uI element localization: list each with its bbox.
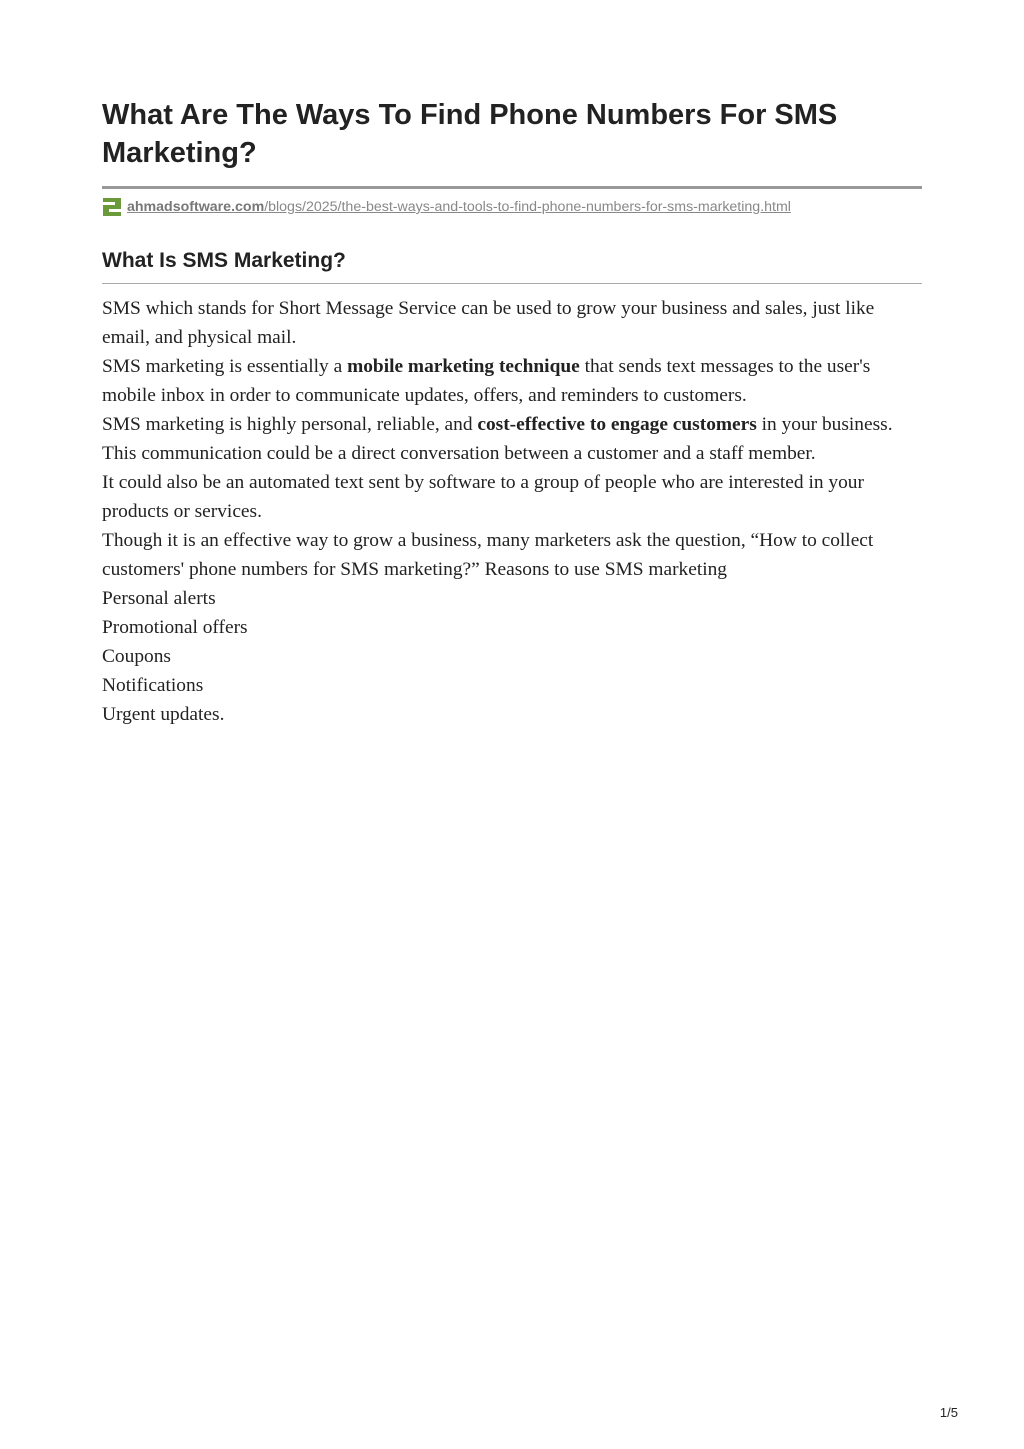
paragraph xyxy=(102,410,922,468)
reasons-list xyxy=(102,584,922,729)
paragraph-text: SMS marketing is highly personal, reliable, and xyxy=(102,414,478,435)
paragraph: Though it is an effective way to grow a business, many marketers ask the question, “How to collect customers' phone numbers for SMS marketing?” Reasons to use SMS marketing xyxy=(102,530,874,580)
list-item: Personal alerts xyxy=(102,588,216,609)
page-title: What Are The Ways To Find Phone Numbers For SMS Marketing? xyxy=(102,99,838,169)
title-divider xyxy=(102,186,922,189)
list-item: Coupons xyxy=(102,646,171,667)
site-logo-icon xyxy=(102,197,122,217)
source-url-link[interactable] xyxy=(127,199,791,215)
paragraph: SMS which stands for Short Message Service can be used to grow your business and sales, just like email, and physical mail. xyxy=(102,298,875,348)
bold-phrase: cost-effective to engage customers xyxy=(477,414,757,435)
list-item: Notifications xyxy=(102,675,204,696)
bold-phrase: mobile marketing technique xyxy=(347,356,580,377)
source-line xyxy=(102,196,922,218)
list-item: Urgent updates. xyxy=(102,704,225,725)
section-heading: What Is SMS Marketing? xyxy=(102,249,346,272)
paragraph-text: in your business. This communication could be a direct conversation between a customer and a staff member. xyxy=(102,414,893,464)
section-divider xyxy=(102,283,922,284)
document-page xyxy=(102,96,922,729)
source-domain: ahmadsoftware.com xyxy=(127,199,265,215)
page-number: 1/5 xyxy=(939,1405,958,1420)
source-path: /blogs/2025/the-best-ways-and-tools-to-find-phone-numbers-for-sms-marketing.html xyxy=(264,199,791,215)
list-item: Promotional offers xyxy=(102,617,248,638)
paragraph xyxy=(102,352,922,410)
paragraph-text: SMS marketing is essentially a xyxy=(102,356,348,377)
paragraph-text: that sends text messages to the user's mobile inbox in order to communicate updates, offers, and reminders to customers. xyxy=(102,356,871,406)
paragraph: It could also be an automated text sent by software to a group of people who are interested in your products or services. xyxy=(102,472,864,522)
article-body xyxy=(102,294,922,729)
